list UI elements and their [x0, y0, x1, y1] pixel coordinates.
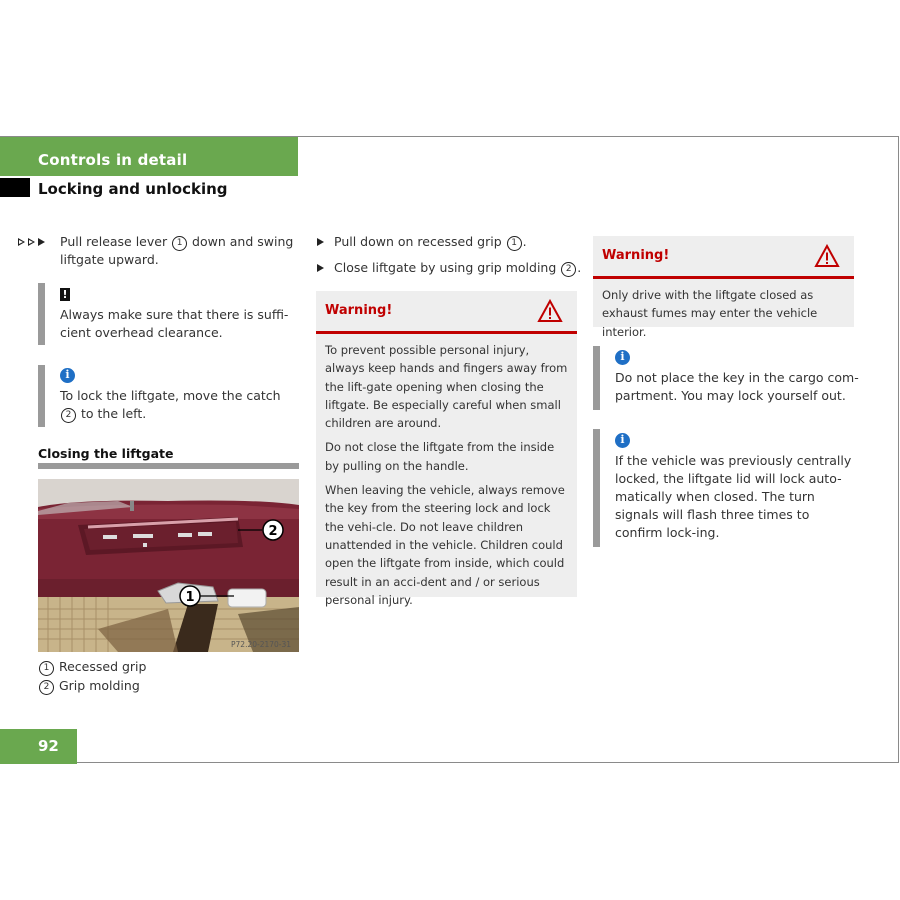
subsection-marker	[0, 178, 30, 197]
warning-paragraph: When leaving the vehicle, always remove the key from the steering lock and lock the vehi-cle. Do not leave children unattended in the vehicle. Children could open the liftgate from inside, which could result in an acci-dent and / or serious personal injury.	[325, 483, 565, 607]
warning-box-injury	[316, 291, 577, 607]
callout-1-ref: 1	[172, 236, 187, 251]
caution-note	[60, 285, 298, 342]
photo-callout-2: 2	[268, 524, 278, 539]
info-note-key: i Do not place the key in the cargo com-partment. You may lock yourself out.	[615, 350, 859, 403]
section-header-bar	[0, 137, 298, 176]
warning-triangle-icon	[814, 244, 840, 268]
legend-item: 1 Recessed grip	[38, 658, 146, 676]
closing-liftgate-heading: Closing the liftgate	[38, 446, 174, 461]
photo-legend	[38, 658, 146, 695]
section-title: Controls in detail	[38, 151, 188, 169]
step-bullet-icon	[317, 264, 324, 272]
continue-arrows-icon	[18, 233, 52, 269]
info-note-bar	[38, 365, 45, 427]
step-1: Pull down on recessed grip 1 .	[317, 233, 582, 251]
warning-paragraph: Do not close the liftgate from the inside by pulling on the handle.	[325, 440, 555, 473]
warning-paragraph: To prevent possible personal injury, always keep hands and fingers away from the lift-gate opening when closing the liftgate. Be especially careful when small children are around.	[325, 343, 568, 431]
info-note	[60, 365, 298, 423]
caution-note-text: Always make sure that there is suffi-cient overhead clearance.	[60, 307, 289, 340]
callout-2-ref: 2	[61, 408, 76, 423]
info-icon: i	[615, 350, 630, 365]
warning-triangle-icon	[537, 299, 563, 323]
exclamation-icon: !	[60, 288, 70, 301]
heading-rule	[38, 463, 299, 469]
manual-page	[0, 136, 899, 763]
intro-text: Pull release lever 1 down and swing liftgate upward.	[60, 234, 294, 267]
info-note-text: To lock the liftgate, move the catch 2 to the left.	[60, 388, 281, 421]
info-note-bar	[593, 429, 600, 547]
info-note-autolock: i If the vehicle was previously centrally locked, the liftgate lid will lock auto-matically when closed. The turn signals will flash three times to confirm lock-ing.	[615, 433, 852, 540]
info-icon: i	[60, 368, 75, 383]
liftgate-photo	[38, 479, 299, 652]
page-number: 92	[38, 737, 59, 755]
intro-step	[18, 233, 298, 269]
warning-title: Warning!	[325, 303, 393, 318]
info-note-bar	[593, 346, 600, 410]
step-2: Close liftgate by using grip molding 2 .	[317, 259, 582, 277]
caution-note-bar	[38, 283, 45, 345]
warning-title: Warning!	[602, 248, 670, 263]
step-bullet-icon	[317, 238, 324, 246]
info-icon: i	[615, 433, 630, 448]
warning-text: Only drive with the liftgate closed as exhaust fumes may enter the vehicle interior.	[602, 288, 818, 339]
photo-reference-code: P72.20-2170-31	[231, 640, 292, 649]
page-number-tab	[0, 729, 77, 764]
warning-box-exhaust	[593, 236, 854, 339]
subsection-title: Locking and unlocking	[38, 180, 228, 198]
photo-callout-1: 1	[185, 590, 195, 605]
legend-item: 2 Grip molding	[38, 677, 146, 695]
